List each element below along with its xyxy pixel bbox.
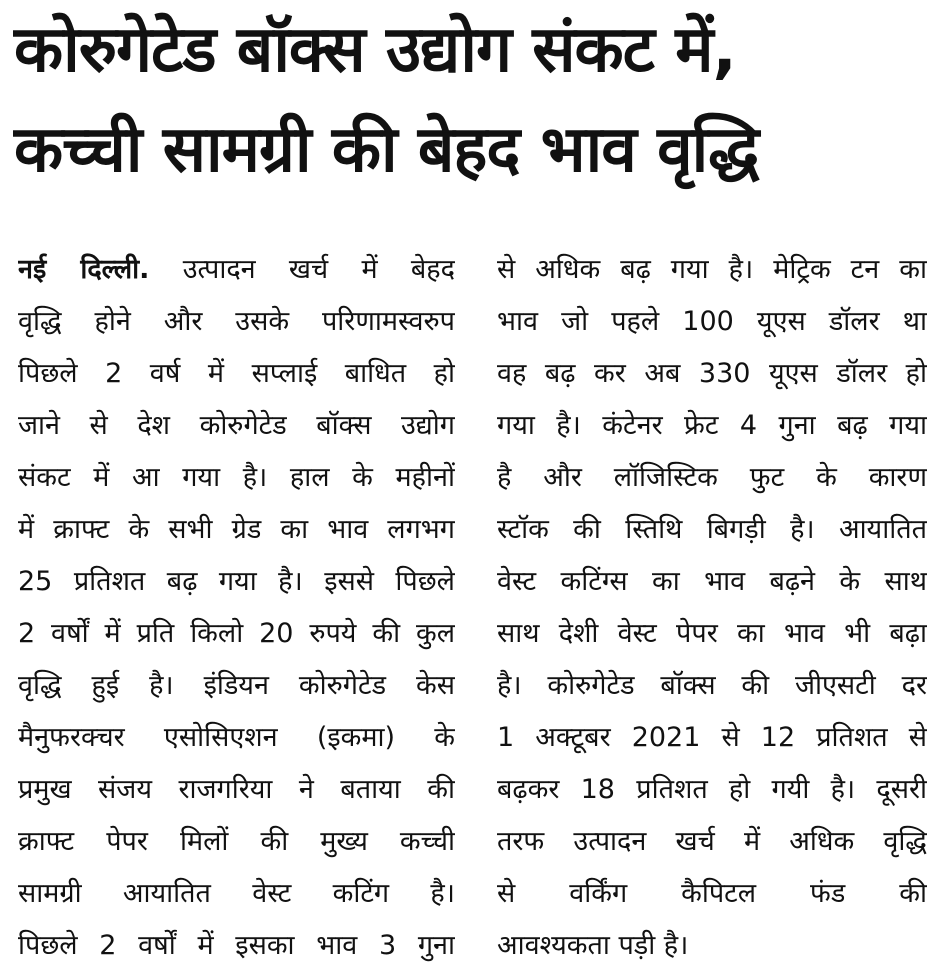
article-line: क्राफ्ट पेपर मिलों की मुख्य कच्ची (18, 826, 455, 857)
article-line: गया है। कंटेनर फ्रेट 4 गुना बढ़ गया (497, 410, 927, 441)
article-line: भाव जो पहले 100 यूएस डॉलर था (497, 306, 927, 337)
headline-line-2: कच्ची सामग्री की बेहद भाव वृद्धि (14, 113, 759, 187)
article-line: पिछले 2 वर्ष में सप्लाई बाधित हो (18, 358, 455, 389)
article-line: तरफ उत्पादन खर्च में अधिक वृद्धि (497, 826, 927, 857)
article-column-left (18, 244, 455, 972)
article-line: सामग्री आयातित वेस्ट कटिंग है। (18, 878, 455, 909)
article-line: वृद्धि हुई है। इंडियन कोरुगेटेड केस (18, 670, 455, 701)
article-line: से अधिक बढ़ गया है। मेट्रिक टन का (497, 254, 927, 285)
article-line: वेस्ट कटिंग्स का भाव बढ़ने के साथ (497, 566, 927, 597)
article-line: वह बढ़ कर अब 330 यूएस डॉलर हो (497, 358, 927, 389)
article-line: संकट में आ गया है। हाल के महीनों (18, 462, 455, 493)
article-line (18, 244, 455, 296)
article-column-right (497, 244, 927, 972)
headline-line-1: कोरुगेटेड बॉक्स उद्योग संकट में, (14, 13, 736, 87)
article-line: बढ़कर 18 प्रतिशत हो गयी है। दूसरी (497, 774, 927, 805)
article-line: प्रमुख संजय राजगरिया ने बताया की (18, 774, 455, 805)
headline (14, 0, 929, 200)
article-line: वृद्धि होने और उसके परिणामस्वरुप (18, 306, 455, 337)
article-line: है। कोरुगेटेड बॉक्स की जीएसटी दर (497, 670, 927, 701)
article-line: जाने से देश कोरुगेटेड बॉक्स उद्योग (18, 410, 455, 441)
article-line: में क्राफ्ट के सभी ग्रेड का भाव लगभग (18, 514, 455, 545)
article-line-text: उत्पादन खर्च में बेहद (149, 254, 455, 285)
article-line: 25 प्रतिशत बढ़ गया है। इससे पिछले (18, 566, 455, 597)
article-line: आवश्यकता पड़ी है। (497, 930, 689, 961)
article-line: से वर्किंग कैपिटल फंड की (497, 878, 927, 909)
article-line: पिछले 2 वर्षों में इसका भाव 3 गुना (18, 930, 455, 961)
article-line: है और लॉजिस्टिक फुट के कारण (497, 462, 927, 493)
article-line: 1 अक्टूबर 2021 से 12 प्रतिशत से (497, 722, 927, 753)
article-line: साथ देशी वेस्ट पेपर का भाव भी बढ़ा (497, 618, 927, 649)
article-line: मैनुफरक्चर एसोसिएशन (इकमा) के (18, 722, 455, 753)
article-line: 2 वर्षों में प्रति किलो 20 रुपये की कुल (18, 618, 455, 649)
article-line: स्टॉक की स्तिथि बिगड़ी है। आयातित (497, 514, 927, 545)
dateline: नई दिल्ली. (18, 254, 150, 285)
